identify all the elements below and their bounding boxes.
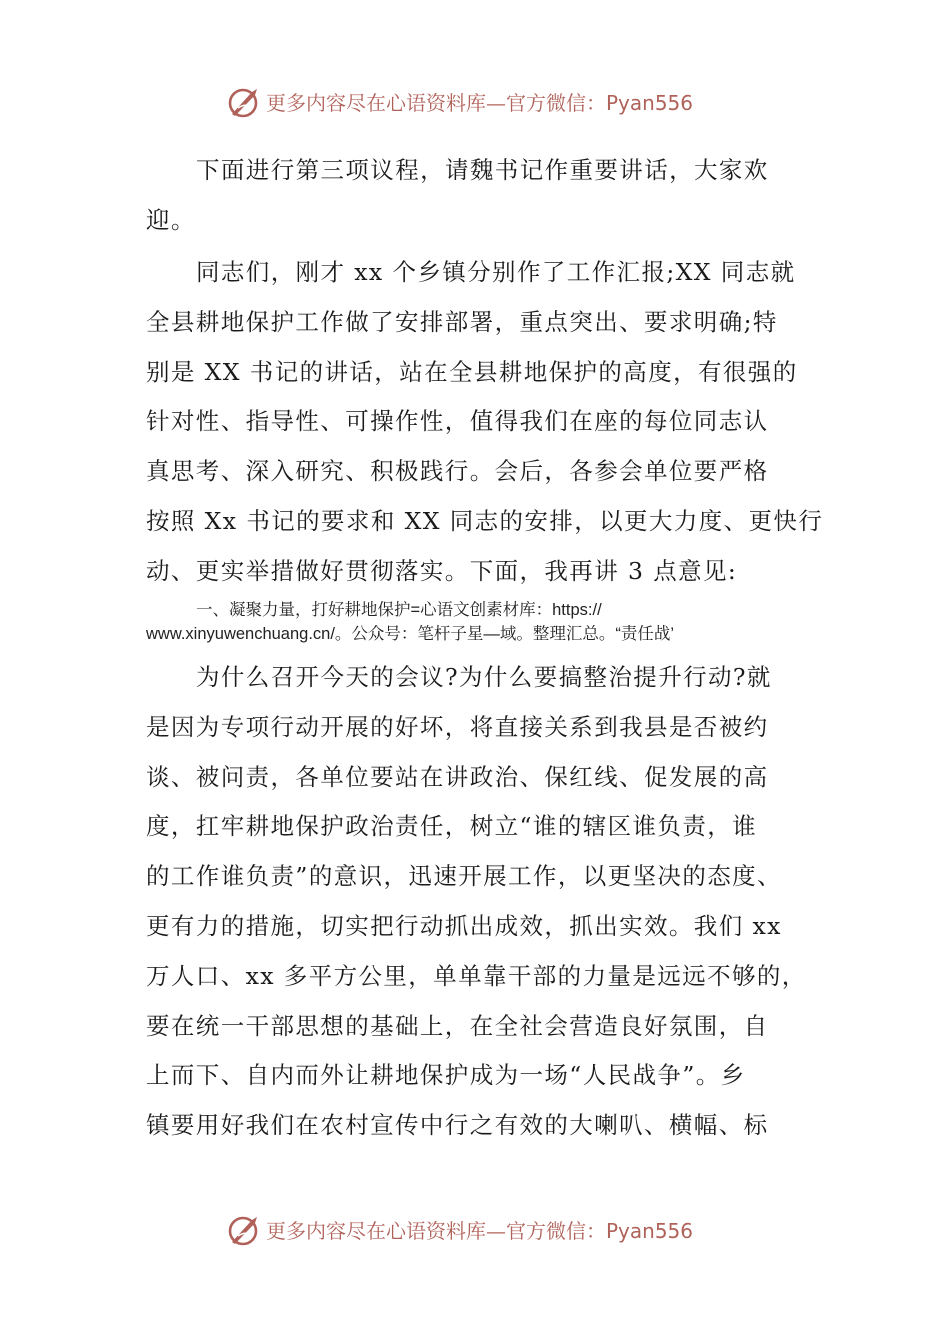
text-line: 全县耕地保护工作做了安排部署，重点突出、要求明确;特 (146, 307, 778, 336)
pen-logo-icon (226, 1212, 262, 1248)
text-line: 别是 XX 书记的讲话，站在全县耕地保护的高度，有很强的 (146, 357, 798, 386)
text-line: 迎。 (146, 205, 196, 234)
pen-logo-icon (226, 84, 262, 120)
text-line: 动、更实举措做好贯彻落实。下面，我再讲 3 点意见: (146, 556, 738, 585)
text-line: 谈、被问责，各单位要站在讲政治、保红线、促发展的高 (146, 762, 769, 791)
text-line: 更有力的措施，切实把行动抓出成效，抓出实效。我们 xx (146, 911, 782, 940)
text-line: 针对性、指导性、可操作性，值得我们在座的每位同志认 (146, 407, 769, 436)
text-line: 为什么召开今天的会议?为什么要搞整治提升行动?就 (196, 663, 772, 691)
text-line: 是因为专项行动开展的好坏，将直接关系到我县是否被约 (146, 712, 769, 741)
text-line: 上而下、自内而外让耕地保护成为一场“人民战争”。乡 (146, 1061, 746, 1090)
text-line: 度，扛牢耕地保护政治责任，树立“谁的辖区谁负责，谁 (146, 812, 758, 841)
text-line: 按照 Xx 书记的要求和 XX 同志的安排，以更大力度、更快行 (146, 506, 824, 535)
banner-text: 更多内容尽在心语资料库—官方微信：Pyan556 (266, 1219, 694, 1243)
text-line: 真思考、深入研究、积极践行。会后，各参会单位要严格 (146, 457, 769, 486)
heading-line: 一、凝聚力量，打好耕地保护=心语文创素材库：https:// (196, 601, 602, 619)
section-heading (146, 598, 826, 646)
text-line: 同志们，刚才 xx 个乡镇分别作了工作汇报;XX 同志就 (196, 258, 796, 286)
footer-banner (0, 1210, 950, 1250)
text-line: 万人口、xx 多平方公里，单单靠干部的力量是远远不够的， (146, 961, 807, 990)
paragraph-section-body (146, 653, 806, 1151)
paragraph-agenda (146, 146, 806, 246)
text-line: 镇要用好我们在农村宣传中行之有效的大喇叭、横幅、标 (146, 1111, 769, 1140)
text-line: 下面进行第三项议程，请魏书记作重要讲话，大家欢 (196, 156, 769, 184)
banner-text: 更多内容尽在心语资料库—官方微信：Pyan556 (266, 91, 694, 115)
header-banner (0, 82, 950, 122)
heading-line: www.xinyuwenchuang.cn/。公众号：笔杆子星—域。整理汇总。“责任战’ (146, 625, 675, 643)
text-line: 的工作谁负责”的意识，迅速开展工作，以更坚决的态度、 (146, 862, 782, 891)
text-line: 要在统一干部思想的基础上，在全社会营造良好氛围，自 (146, 1011, 769, 1040)
paragraph-opening-remarks (146, 248, 824, 597)
